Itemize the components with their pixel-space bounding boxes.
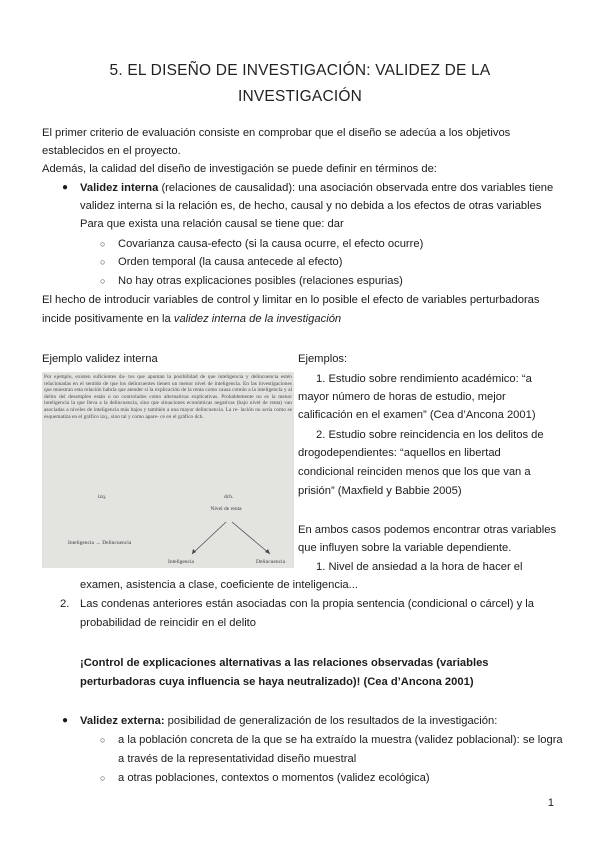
scanned-excerpt-image [42, 372, 294, 568]
scan-label-left-small: izq. [98, 494, 107, 500]
example-1-line-2: mayor número de horas de estudio, mejor [298, 391, 506, 403]
scan-label-nivel-renta: Nivel de renta [210, 506, 242, 512]
intro-line-3: Además, la calidad del diseño de investigación se puede definir en términos de: [42, 163, 437, 175]
numbered-1-line-1: 1. Nivel de ansiedad a la hora de hacer el [316, 561, 523, 573]
circle-bullet-icon: ○ [100, 773, 106, 783]
numbered-2-line-1: Las condenas anteriores están asociadas con la propia sentencia (condicional o cárcel) y la [80, 598, 534, 610]
title-line-2: INVESTIGACIÓN [237, 88, 363, 105]
numbered-2-line-2: probabilidad de reincidir en el delito [80, 617, 257, 629]
validez-externa-item-1-line-1: a la población concreta de la que se ha extraído la muestra (validez poblacional): se logra [118, 734, 563, 746]
validez-externa-item-1-line-2: a través de la representatividad diseño muestral [118, 753, 357, 765]
title-line-1: 5. EL DISEÑO DE INVESTIGACIÓN: VALIDEZ DE LA [109, 62, 491, 79]
example-2-line-2: drogodependientes: “aquellos en libertad [298, 447, 501, 459]
control-text: incide positivamente en la [42, 313, 174, 325]
numbered-1-line-2: examen, asistencia a clase, coeficiente de inteligencia... [80, 579, 358, 591]
intro-line-2: establecidos en el proyecto. [42, 145, 181, 157]
bullet-icon: ● [62, 715, 69, 726]
example-label: Ejemplo validez interna [42, 353, 158, 365]
example-1-line-1: 1. Estudio sobre rendimiento académico: “a [316, 373, 532, 385]
circle-bullet-icon: ○ [100, 239, 106, 249]
intro-line-1: El primer criterio de evaluación consiste en comprobar que el diseño se adecúa a los objetivos [42, 127, 511, 139]
example-2-line-3: condicional reinciden menos que los que van a [298, 466, 531, 478]
scan-label-right-small: dch. [224, 494, 234, 500]
scanned-excerpt-text: Por ejemplo, existen suficientes da- tos que apuntan la posibilidad de que inteligencia y delincuencia estén relacionadas en el sentido de que los delincuentes tienen un menor nivel de inteligencia. En las investigaciones que muestran esta relación habría que atender si la explicación de la renta como causa común a la inteligencia y al delito del desempleo están o no controlados como alternativas explicativas. Probablemente no es la menor inteligencia la que lleva a la delincuencia, sino que situaciones económicas negativas (bajo nivel de renta) van asociadas a niveles de inteligencia más bajos y también a una mayor delincuencia. La re- lación no sería como se esquematiza en el gráfico izq., sino tal y como apare- ce en el gráfico dch. [44, 374, 292, 420]
validez-interna-definition: (relaciones de causalidad): una asociación observada entre dos variables tiene [158, 182, 554, 194]
control-emphasis: validez interna de la investigación [173, 313, 342, 325]
validez-interna-term: Validez interna [80, 182, 159, 194]
validez-interna-line-2: validez interna si la relación es, de hecho, causal y no debida a los efectos de otras variables [80, 200, 542, 212]
example-1-line-3: calificación en el examen” (Cea d’Ancona 2001) [298, 409, 536, 421]
scan-label-inteligencia: Inteligencia [168, 559, 194, 565]
validez-interna-line [80, 181, 553, 195]
example-2-line-4: prisión” (Maxfield y Babbie 2005) [298, 485, 462, 497]
circle-bullet-icon: ○ [100, 276, 106, 286]
bold-note-line-1: ¡Control de explicaciones alternativas a las relaciones observadas (variables [80, 657, 489, 669]
control-line-1: El hecho de introducir variables de control y limitar en lo posible el efecto de variables perturbadoras [42, 294, 540, 306]
validez-interna-item: Orden temporal (la causa antecede al efecto) [118, 256, 343, 268]
numbered-2-marker: 2. [60, 598, 70, 610]
bold-note-line-2: perturbadoras cuya influencia se haya neutralizado)! (Cea d’Ancona 2001) [80, 676, 474, 688]
validez-externa-term: Validez externa: [80, 715, 165, 727]
page-number: 1 [547, 797, 554, 809]
both-cases-line-1: En ambos casos podemos encontrar otras variables [298, 524, 557, 536]
validez-externa-definition: posibilidad de generalización de los resultados de la investigación: [164, 715, 498, 727]
page-title [40, 58, 560, 110]
control-line-2 [42, 312, 341, 326]
examples-title: Ejemplos: [298, 353, 348, 365]
validez-interna-item: No hay otras explicaciones posibles (relaciones espurias) [118, 275, 403, 287]
circle-bullet-icon: ○ [100, 735, 106, 745]
scan-diagram-arrows [42, 372, 294, 568]
validez-interna-item: Covarianza causa-efecto (si la causa ocurre, el efecto ocurre) [118, 238, 424, 250]
both-cases-line-2: que influyen sobre la variable dependiente. [298, 542, 512, 554]
example-2-line-1: 2. Estudio sobre reincidencia en los delitos de [316, 429, 544, 441]
validez-externa-item-2: a otras poblaciones, contextos o momentos (validez ecológica) [118, 772, 430, 784]
validez-interna-line-3: Para que exista una relación causal se tiene que: dar [80, 218, 344, 230]
validez-externa-line [80, 714, 497, 728]
bullet-icon: ● [62, 182, 69, 193]
scan-label-delincuencia: Delincuencia [256, 559, 286, 565]
scan-label-left-diagram: Inteligencia → Delincuencia [68, 540, 132, 546]
circle-bullet-icon: ○ [100, 257, 106, 267]
